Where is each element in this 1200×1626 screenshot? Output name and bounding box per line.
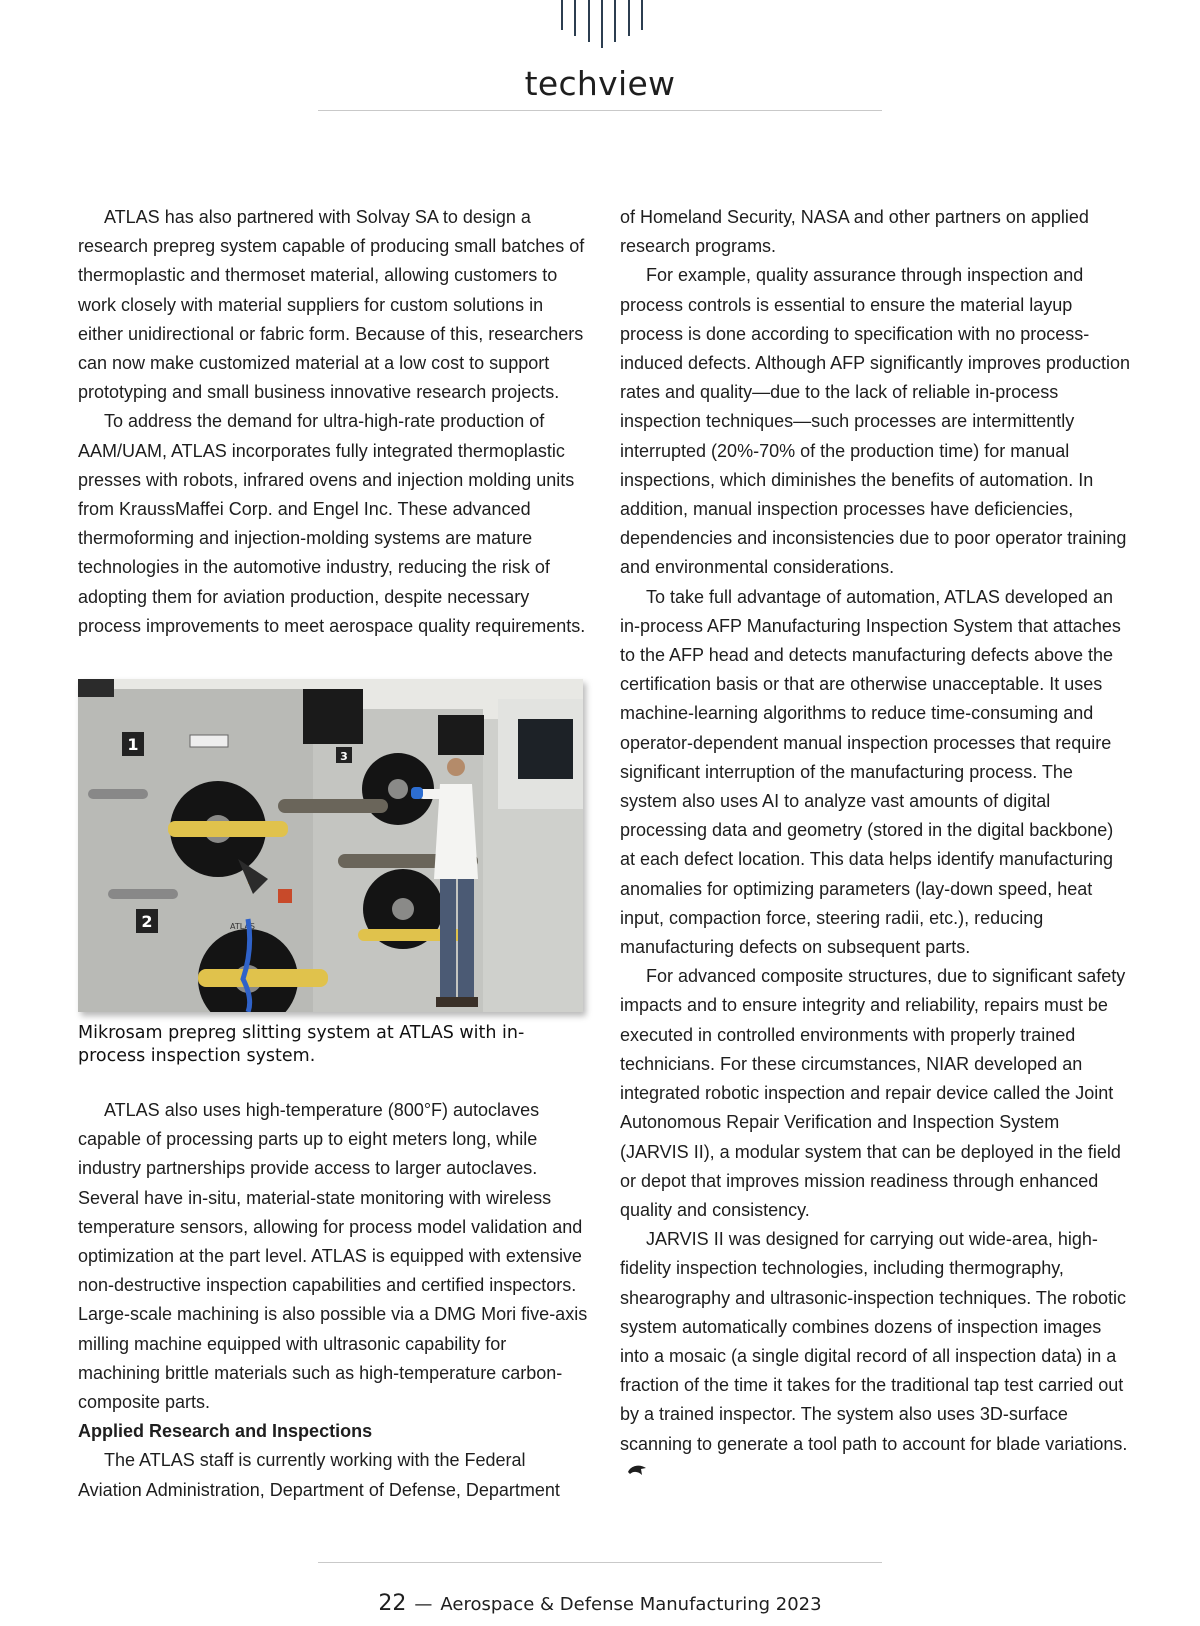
- panel-label-2: 2: [141, 912, 153, 932]
- paragraph: To address the demand for ultra-high-rate production of AAM/UAM, ATLAS incorporates fully integrated thermoplastic presses with robots, infrared ovens and injection molding units from KraussMaffei Corp. and Engel Inc. These advanced thermoforming and injection-molding systems are mature technologies in the automotive industry, reducing the risk of adopting them for aviation production, despite necessary process improvements to meet aerospace quality requirements.: [78, 411, 586, 636]
- left-column: [78, 203, 588, 1505]
- panel-label-1: 1: [127, 735, 139, 755]
- paragraph: of Homeland Security, NASA and other partners on applied research programs.: [620, 207, 1089, 257]
- section-title: techview: [524, 64, 676, 103]
- last-paragraph: [620, 1225, 1130, 1488]
- page-footer: [0, 1591, 1200, 1616]
- paragraph: For advanced composite structures, due to significant safety impacts and to ensure integrity and reliability, repairs must be executed in controlled environments with properly trained technicians. For these circumstances, NIAR developed an integrated robotic inspection and repair device called the Joint Autonomous Repair Verification and Inspection System (JARVIS II), a modular system that can be deployed in the field or depot that improves mission readiness through enhanced quality and consistency.: [620, 966, 1126, 1220]
- paragraph-text: JARVIS II was designed for carrying out wide-area, high-fidelity inspection technologies, including thermography, shearography and ultrasonic-inspection techniques. The robotic system automatically combines dozens of inspection images into a mosaic (a single digital record of all inspection data) in a fraction of the time it takes for the traditional tap test carried out by a trained inspector. The system also uses 3D-surface scanning to generate a tool path to account for blade variations.: [620, 1229, 1128, 1454]
- paragraph: ATLAS also uses high-temperature (800°F) autoclaves capable of processing parts up to eight meters long, while industry partnerships provide access to larger autoclaves. Several have in-situ, material-state monitoring with wireless temperature sensors, allowing for process model validation and optimization at the part level. ATLAS is equipped with extensive non-destructive inspection capabilities and certified inspectors. Large-scale machining is also possible via a DMG Mori five-axis milling machine equipped with ultrasonic capability for machining brittle materials such as high-temperature carbon-composite parts.: [78, 1100, 588, 1413]
- footer-rule: [318, 1562, 882, 1563]
- end-of-article-icon: [626, 1463, 648, 1477]
- paragraph: The ATLAS staff is currently working with the Federal Aviation Administration, Department of Defense, Department: [78, 1450, 560, 1500]
- header-stripe-logo: [561, 0, 643, 48]
- page-number: 22: [378, 1591, 407, 1616]
- right-column: [620, 203, 1130, 1488]
- machine-label: ATLAS: [230, 922, 255, 932]
- header-rule: [318, 110, 882, 111]
- subheading: Applied Research and Inspections: [78, 1421, 373, 1442]
- publication-name: Aerospace & Defense Manufacturing 2023: [440, 1594, 822, 1615]
- paragraph: ATLAS has also partnered with Solvay SA to design a research prepreg system capable of producing small batches of thermoplastic and thermoset material, allowing customers to work closely with material suppliers for custom solutions in either unidirectional or fabric form. Because of this, researchers can now make customized material at a low cost to support prototyping and small business innovative research projects.: [78, 207, 585, 403]
- slitting-system-illustration: [78, 679, 583, 1012]
- paragraph: To take full advantage of automation, ATLAS developed an in-process AFP Manufacturing Inspection System that attaches to the AFP head and detects manufacturing defects above the certification basis or that are otherwise unacceptable. It uses machine-learning algorithms to reduce time-consuming and operator-dependent manual inspection processes that require significant interruption of the manufacturing process. The system also uses AI to analyze vast amounts of digital processing data and geometry (stored in the digital backbone) at each defect location. This data helps identify manufacturing anomalies for optimizing parameters (lay-down speed, heat input, compaction force, steering radii, etc.), reducing manufacturing defects on subsequent parts.: [620, 586, 1121, 958]
- paragraph: For example, quality assurance through inspection and process controls is essential to ensure the material layup process is done according to specification with no process-induced defects. Although AFP significantly improves production rates and quality—due to the lack of reliable in-process inspection techniques—such processes are intermittently interrupted (20%-70% of the production time) for manual inspections, which diminishes the benefits of automation. In addition, manual inspection processes have deficiencies, dependencies and inconsistencies due to poor operator training and environmental considerations.: [620, 265, 1130, 578]
- machine-photo: [78, 679, 583, 1012]
- photo-caption: Mikrosam prepreg slitting system at ATLAS with in-process inspection system.: [78, 1023, 525, 1067]
- panel-label-3: 3: [340, 750, 348, 764]
- footer-separator: —: [414, 1594, 433, 1615]
